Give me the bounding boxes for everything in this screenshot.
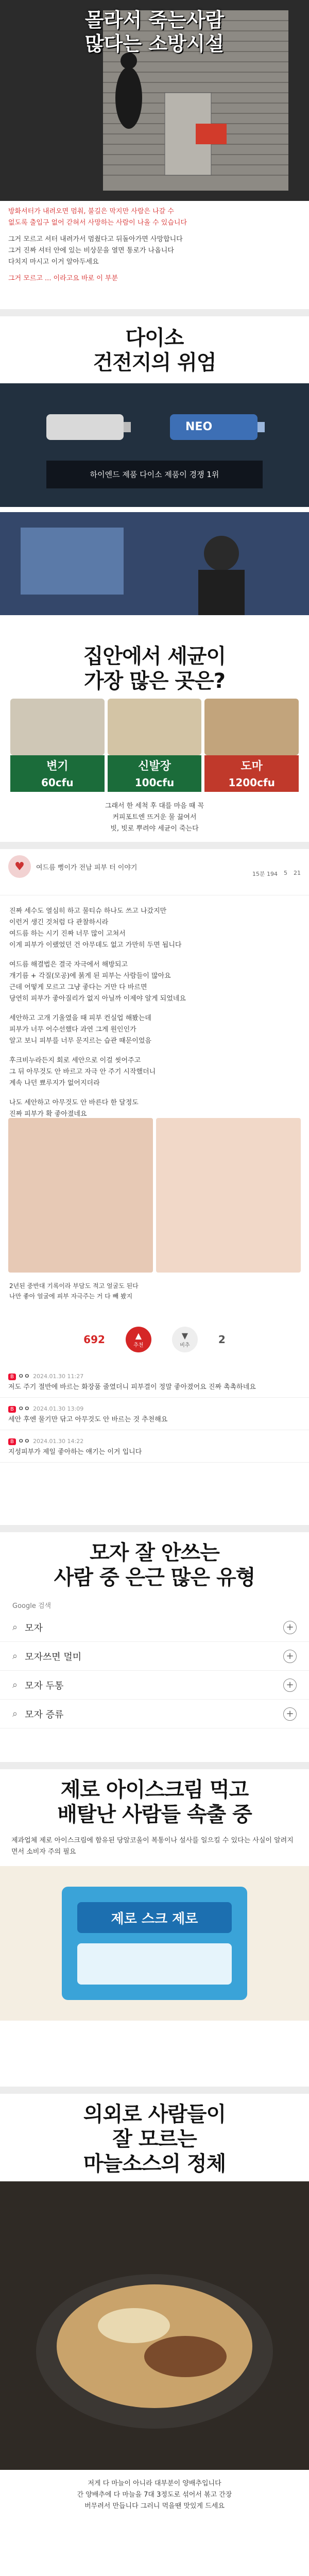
body-line: 여드름 해결법은 결국 자극에서 해방되고 bbox=[9, 961, 128, 969]
add-icon[interactable]: + bbox=[283, 1679, 297, 1692]
thumbs-down-icon: ▼ bbox=[181, 1331, 188, 1341]
body-line: 당연히 피부가 좋아질리가 없지 아닐까 이제야 알게 되었네요 bbox=[9, 995, 186, 1003]
forum-body bbox=[0, 901, 309, 1125]
germ-sample-toilet bbox=[10, 699, 105, 792]
petri-dish-3 bbox=[204, 699, 299, 755]
comment-date: 2024.01.30 14:22 bbox=[33, 1438, 84, 1445]
post-garlic-sauce bbox=[0, 2094, 309, 2520]
hat-headline bbox=[0, 1532, 309, 1595]
vote-row bbox=[0, 1319, 309, 1360]
suggestion-text: 모자 증류 bbox=[25, 1709, 64, 1720]
forum-title[interactable]: 여드름 뻥이가 전남 피부 터 이야기 bbox=[36, 863, 138, 872]
daiso-headline bbox=[0, 316, 309, 380]
comment-author[interactable]: ㅇㅇ bbox=[18, 1437, 30, 1445]
germ-label: 신발장 bbox=[108, 755, 202, 775]
best-badge: B bbox=[8, 1406, 16, 1413]
garlic-line: 버무려서 만듭니다 그러니 먹을땐 맛있게 드세요 bbox=[84, 2502, 225, 2510]
comment-author[interactable]: ㅇㅇ bbox=[18, 1372, 30, 1380]
add-icon[interactable]: + bbox=[283, 1621, 297, 1634]
germ-petri-row bbox=[0, 699, 309, 792]
body-line: 근데 어떻게 모르고 그냥 좋다는 거만 다 바르면 bbox=[9, 984, 147, 991]
body-line: 피부가 너무 어수선했다 과연 그게 원인인가 bbox=[9, 1026, 136, 1033]
battery-photo bbox=[0, 383, 309, 507]
quote-line-2: 그거 모르고 셔터 내려가서 멈췄다고 뒤돌아가면 사망합니다 bbox=[8, 235, 183, 243]
section-divider bbox=[0, 1762, 309, 1769]
comment-date: 2024.01.30 11:27 bbox=[33, 1373, 84, 1380]
comment-body: 세안 후엔 물기만 닦고 아무것도 안 바르는 것 추천해요 bbox=[8, 1416, 168, 1423]
search-suggestion[interactable] bbox=[0, 1642, 309, 1671]
body-line: 세안하고 고개 기울였을 때 피부 컨실업 해봤는데 bbox=[9, 1014, 151, 1022]
sticker-text: 제로 스크 제로 bbox=[111, 1911, 198, 1927]
suggestion-text: 모자쓰면 멀미 bbox=[25, 1651, 82, 1663]
photo-caption-block bbox=[0, 1278, 309, 1304]
downvote-label: 비추 bbox=[180, 1343, 190, 1348]
skin-photo-after bbox=[156, 1118, 301, 1273]
battery-news-photo bbox=[0, 512, 309, 615]
germs-caption-2: 커피포트엔 뜨거운 물 끓여서 bbox=[112, 814, 197, 821]
quote-line-4: 다치지 마시고 이거 알아두세요 bbox=[8, 258, 99, 266]
icecream-headline bbox=[0, 1769, 309, 1832]
vote-down-count: 2 bbox=[218, 1333, 226, 1346]
views-count: 15분 194 bbox=[252, 871, 278, 877]
downvote-button[interactable] bbox=[172, 1327, 198, 1352]
germ-count: 100cfu bbox=[108, 775, 202, 792]
germs-caption bbox=[0, 801, 309, 842]
comment-list bbox=[0, 1365, 309, 1463]
search-icon: ⌕ bbox=[12, 1708, 18, 1719]
google-search-label: Google 검색 bbox=[12, 1602, 52, 1610]
fire-quote-box bbox=[0, 201, 309, 290]
vote-up-count: 692 bbox=[83, 1333, 105, 1346]
germs-headline bbox=[0, 636, 309, 699]
section-divider bbox=[0, 309, 309, 316]
post-fire-shutter bbox=[0, 0, 309, 309]
body-line: 후크비누라든지 회로 세안으로 이걸 씻어주고 bbox=[9, 1057, 141, 1064]
quote-line-3: 그거 진짜 셔터 안에 있는 비상문을 열면 통로가 나옵니다 bbox=[8, 247, 174, 255]
post-daiso-battery bbox=[0, 316, 309, 636]
add-icon[interactable]: + bbox=[283, 1650, 297, 1663]
body-line: 나도 세안하고 아무것도 안 바른다 한 달정도 bbox=[9, 1099, 139, 1107]
skin-photo-before bbox=[8, 1118, 153, 1273]
forum-stats bbox=[252, 870, 301, 878]
headline-line-2: 가장 많은 곳은? bbox=[84, 669, 225, 693]
petri-dish-1 bbox=[10, 699, 105, 755]
reply-text: 그거 모르고 ... 이라고요 바로 이 부분 bbox=[8, 275, 118, 282]
headline-line-2: 건전지의 위엄 bbox=[93, 351, 216, 375]
germs-caption-1: 그래서 한 세척 후 대를 마음 때 꼭 bbox=[105, 802, 204, 810]
skin-photo-pair bbox=[0, 1118, 309, 1273]
comment-item bbox=[0, 1398, 309, 1430]
avatar[interactable]: ♥ bbox=[8, 855, 31, 878]
germ-count: 60cfu bbox=[10, 775, 105, 792]
quote-line-0: 방화셔터가 내려오면 멈춰, 불길은 막지만 사람은 나갈 수 bbox=[8, 208, 174, 215]
thumbs-up-icon: ▲ bbox=[135, 1331, 142, 1341]
battery-illustration bbox=[0, 383, 309, 507]
search-icon: ⌕ bbox=[12, 1622, 18, 1633]
upvote-label: 추천 bbox=[133, 1343, 144, 1348]
germ-sample-shoe bbox=[108, 699, 202, 792]
body-line: 진짜 피부가 확 좋아졌네요 bbox=[9, 1110, 87, 1118]
comment-body: 지성피부가 제일 좋아하는 얘기는 이거 입니다 bbox=[8, 1448, 142, 1456]
body-line: 진짜 세수도 열심히 하고 물티슈 하나도 쓰고 나갔지만 bbox=[9, 907, 167, 915]
germ-label: 도마 bbox=[204, 755, 299, 775]
photo-caption: 2년된 중반대 기록이라 부담도 적고 얼굴도 된다 bbox=[9, 1282, 139, 1290]
battery-caption: 하이엔드 제품 다이소 제품이 경쟁 1위 bbox=[90, 470, 219, 479]
battery-brand-text: NEO bbox=[185, 420, 213, 433]
post-zero-icecream bbox=[0, 1769, 309, 2021]
comment-date: 2024.01.30 13:09 bbox=[33, 1405, 84, 1412]
headline-line-1: 다이소 bbox=[125, 326, 184, 350]
section-divider bbox=[0, 2087, 309, 2094]
headline-line-2: 사람 중 은근 많은 유형 bbox=[54, 1566, 255, 1589]
post-hat bbox=[0, 1532, 309, 1728]
search-suggestion[interactable] bbox=[0, 1700, 309, 1728]
body-line: 이게 피부가 이랬었던 건 아무데도 없고 가만히 두면 됩니다 bbox=[9, 941, 182, 949]
headline-line-2: 많다는 소방시설 bbox=[84, 32, 225, 55]
headline-line-2: 잘 모르는 bbox=[112, 2127, 197, 2151]
section-divider bbox=[0, 1525, 309, 1532]
germ-sample-board bbox=[204, 699, 299, 792]
section-divider bbox=[0, 842, 309, 849]
comment-item bbox=[0, 1430, 309, 1463]
search-icon: ⌕ bbox=[12, 1680, 18, 1690]
photo-caption-2: 나만 좋아 얼굴에 피부 자극주는 거 다 빼 봤지 bbox=[9, 1293, 133, 1300]
search-icon: ⌕ bbox=[12, 1651, 18, 1662]
headline-line-1: 제로 아이스크림 먹고 bbox=[60, 1778, 249, 1802]
headline-line-3: 마늘소스의 정체 bbox=[83, 2152, 226, 2176]
comment-body: 저도 주기 절반에 바르는 화장품 줄였더니 피부결이 정말 좋아졌어요 진짜 촉촉하네요 bbox=[8, 1383, 256, 1391]
icecream-illustration bbox=[0, 1866, 309, 2021]
body-line: 계속 나던 뾰루지가 없어지더라 bbox=[9, 1079, 100, 1087]
suggestion-text: 모자 bbox=[25, 1622, 43, 1634]
body-line: 여드름 하는 시기 진짜 너무 많이 고쳐서 bbox=[9, 930, 126, 938]
body-line: 그 뒤 아무것도 안 바르고 자극 안 주기 시작했더니 bbox=[9, 1068, 156, 1076]
upvote-button[interactable] bbox=[126, 1327, 151, 1352]
body-line: 알고 보니 피부를 너무 문지르는 습관 때문이었음 bbox=[9, 1037, 151, 1045]
headline-line-1: 모자 잘 안쓰는 bbox=[90, 1541, 219, 1565]
comments-count[interactable]: 5 bbox=[284, 870, 287, 876]
headline-line-1: 집안에서 세균이 bbox=[83, 645, 226, 668]
headline-line-1: 의외로 사람들이 bbox=[83, 2103, 226, 2126]
best-badge: B bbox=[8, 1438, 16, 1445]
garlic-dish-illustration bbox=[0, 2181, 309, 2470]
germ-count: 1200cfu bbox=[204, 775, 299, 792]
post-germs bbox=[0, 636, 309, 801]
germs-caption-3: 빗, 빗로 뿌려야 세균이 죽는다 bbox=[110, 825, 199, 833]
fire-headline bbox=[0, 0, 309, 56]
comment-author[interactable]: ㅇㅇ bbox=[18, 1405, 30, 1412]
garlic-line: 간 양배추에 다 마늘을 7대 3정도로 섞어서 볶고 간장 bbox=[77, 2491, 232, 2499]
garlic-headline bbox=[0, 2094, 309, 2181]
add-icon[interactable]: + bbox=[283, 1707, 297, 1721]
petri-dish-2 bbox=[108, 699, 202, 755]
search-suggestion[interactable] bbox=[0, 1671, 309, 1700]
shutter-photo bbox=[0, 0, 309, 201]
search-suggestion[interactable] bbox=[0, 1613, 309, 1642]
forum-post-header bbox=[0, 849, 309, 895]
comment-item bbox=[0, 1365, 309, 1398]
best-badge: B bbox=[8, 1374, 16, 1380]
newsroom-illustration bbox=[0, 512, 309, 615]
headline-line-1: 몰라서 죽는사람 bbox=[84, 9, 225, 31]
likes-count[interactable]: 21 bbox=[294, 870, 301, 876]
garlic-explain bbox=[0, 2470, 309, 2520]
quote-line-1: 없도록 출입구 없어 갇혀서 사망하는 사람이 나올 수 있습니다 bbox=[8, 219, 187, 227]
icecream-article: 제과업체 제로 아이스크림에 함유된 당알코올이 복통이나 설사를 일으킬 수 있다는 사실이 알려지면서 소비자 주의 필요 bbox=[11, 1837, 294, 1856]
suggestion-text: 모자 두통 bbox=[25, 1680, 64, 1691]
garlic-photo bbox=[0, 2181, 309, 2470]
body-line: 개기름 + 각질(모공)에 붉게 된 피부는 사람들이 많아요 bbox=[9, 972, 171, 980]
icecream-photo bbox=[0, 1866, 309, 2021]
garlic-line: 저게 다 마늘이 아니라 대부분이 양배추입니다 bbox=[88, 2480, 221, 2487]
germ-label: 변기 bbox=[10, 755, 105, 775]
headline-line-2: 배탈난 사람들 속출 중 bbox=[57, 1803, 252, 1826]
body-line: 이런거 생긴 것처럼 다 관찰하시라 bbox=[9, 919, 109, 926]
